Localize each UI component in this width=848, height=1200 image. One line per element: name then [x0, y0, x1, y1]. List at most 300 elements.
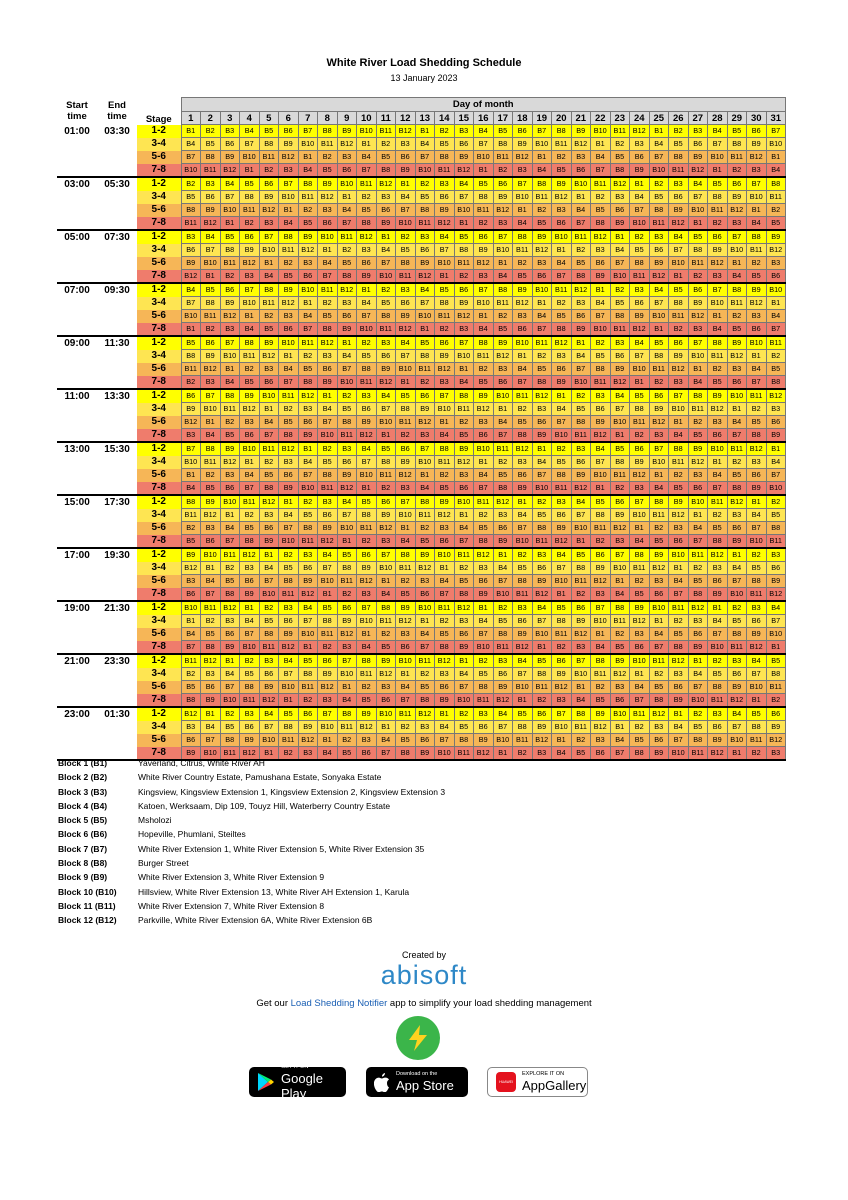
block-cell: B2: [220, 270, 240, 284]
block-cell: B3: [669, 668, 689, 681]
block-cell: B7: [610, 548, 630, 562]
legend-row: [58, 827, 445, 841]
block-cell: B12: [532, 389, 552, 403]
block-cell: B5: [727, 125, 747, 138]
block-cell: B6: [727, 177, 747, 191]
block-cell: B4: [435, 721, 455, 734]
block-cell: B2: [376, 138, 396, 151]
block-cell: B6: [688, 138, 708, 151]
block-cell: B11: [240, 350, 260, 363]
block-cell: B4: [571, 204, 591, 217]
block-cell: B5: [298, 363, 318, 376]
block-cell: B8: [630, 548, 650, 562]
stage-label: 3-4: [137, 191, 181, 204]
block-cell: B6: [435, 191, 455, 204]
block-cell: B8: [610, 456, 630, 469]
block-cell: B8: [630, 257, 650, 270]
block-cell: B6: [513, 615, 533, 628]
block-cell: B2: [493, 164, 513, 178]
block-cell: B1: [649, 469, 669, 482]
block-cell: B4: [552, 257, 572, 270]
block-cell: B1: [474, 456, 494, 469]
block-cell: B7: [376, 548, 396, 562]
block-cell: B5: [415, 191, 435, 204]
app-store-badge[interactable]: Download on the App Store: [366, 1067, 468, 1097]
block-cell: B3: [474, 416, 494, 429]
block-cell: B3: [493, 363, 513, 376]
block-cell: B11: [337, 721, 357, 734]
block-cell: B9: [181, 257, 201, 270]
block-cell: B11: [688, 257, 708, 270]
block-cell: B9: [532, 429, 552, 443]
block-cell: B12: [298, 389, 318, 403]
block-cell: B11: [493, 297, 513, 310]
block-cell: B11: [630, 562, 650, 575]
block-cell: B2: [493, 456, 513, 469]
block-cell: B7: [747, 177, 767, 191]
block-cell: B4: [298, 456, 318, 469]
block-cell: B1: [454, 654, 474, 668]
block-cell: B6: [240, 230, 260, 244]
stage-label: 5-6: [137, 257, 181, 270]
block-cell: B12: [591, 230, 611, 244]
block-cell: B8: [552, 323, 572, 337]
block-cell: B4: [688, 376, 708, 390]
block-cell: B3: [474, 707, 494, 721]
block-cell: B5: [708, 668, 728, 681]
block-cell: B10: [318, 575, 338, 588]
block-cell: B12: [591, 721, 611, 734]
block-cell: B12: [279, 297, 299, 310]
block-cell: B12: [454, 310, 474, 323]
block-cell: B8: [708, 535, 728, 549]
google-play-badge[interactable]: GET IT ON Google Play: [249, 1067, 346, 1097]
block-cell: B3: [279, 601, 299, 615]
block-cell: B12: [279, 442, 299, 456]
block-cell: B3: [376, 681, 396, 694]
block-cell: B8: [396, 403, 416, 416]
block-cell: B8: [474, 681, 494, 694]
block-cell: B2: [376, 482, 396, 496]
block-cell: B1: [181, 469, 201, 482]
block-cell: B7: [630, 204, 650, 217]
block-cell: B4: [630, 191, 650, 204]
block-cell: B1: [220, 654, 240, 668]
block-cell: B3: [298, 403, 318, 416]
block-cell: B1: [298, 297, 318, 310]
block-cell: B9: [493, 535, 513, 549]
block-cell: B5: [727, 615, 747, 628]
block-cell: B4: [454, 177, 474, 191]
block-cell: B9: [649, 403, 669, 416]
block-cell: B8: [318, 125, 338, 138]
block-cell: B1: [708, 310, 728, 323]
block-cell: B5: [298, 509, 318, 522]
block-cell: B5: [474, 177, 494, 191]
stage-label: 5-6: [137, 522, 181, 535]
stage-label: 5-6: [137, 681, 181, 694]
block-cell: B3: [493, 654, 513, 668]
block-cell: B12: [591, 429, 611, 443]
block-cell: B4: [630, 336, 650, 350]
block-cell: B6: [493, 177, 513, 191]
block-cell: B5: [240, 522, 260, 535]
block-cell: B2: [591, 191, 611, 204]
day-of-month-header: Day of month: [181, 98, 786, 112]
block-cell: B12: [513, 297, 533, 310]
block-cell: B11: [181, 654, 201, 668]
block-cell: B11: [669, 164, 689, 178]
block-cell: B2: [688, 270, 708, 284]
block-cell: B3: [727, 217, 747, 231]
block-cell: B7: [435, 389, 455, 403]
block-cell: B1: [337, 336, 357, 350]
block-cell: B7: [337, 363, 357, 376]
block-cell: B7: [766, 469, 786, 482]
block-cell: B12: [220, 310, 240, 323]
block-cell: B5: [396, 244, 416, 257]
block-cell: B8: [357, 654, 377, 668]
block-cell: B9: [708, 244, 728, 257]
block-cell: B11: [415, 363, 435, 376]
block-cell: B11: [181, 363, 201, 376]
block-cell: B10: [591, 125, 611, 138]
block-cell: B3: [279, 310, 299, 323]
block-cell: B7: [220, 336, 240, 350]
block-cell: B11: [337, 230, 357, 244]
block-cell: B12: [220, 456, 240, 469]
block-cell: B8: [688, 588, 708, 602]
block-cell: B3: [669, 522, 689, 535]
block-cell: B3: [766, 747, 786, 761]
block-cell: B4: [474, 615, 494, 628]
block-cell: B1: [454, 217, 474, 231]
block-cell: B4: [532, 164, 552, 178]
block-cell: B6: [279, 125, 299, 138]
apple-icon: [374, 1073, 390, 1092]
block-cell: B5: [181, 681, 201, 694]
block-cell: B9: [474, 389, 494, 403]
stage-label: 5-6: [137, 734, 181, 747]
block-cell: B7: [513, 668, 533, 681]
block-cell: B12: [337, 482, 357, 496]
block-cell: B7: [396, 694, 416, 708]
block-cell: B4: [708, 125, 728, 138]
block-cell: B6: [591, 257, 611, 270]
block-cell: B5: [610, 151, 630, 164]
block-cell: B7: [415, 151, 435, 164]
block-cell: B10: [298, 628, 318, 641]
schedule-row: [57, 548, 786, 562]
schedule-row: [57, 191, 786, 204]
block-cell: B8: [376, 601, 396, 615]
block-cell: B9: [532, 575, 552, 588]
block-cell: B7: [669, 734, 689, 747]
block-cell: B2: [727, 310, 747, 323]
legend-row: [58, 799, 445, 813]
block-cell: B12: [630, 125, 650, 138]
block-cell: B1: [279, 350, 299, 363]
block-cell: B8: [591, 654, 611, 668]
block-cell: B6: [649, 389, 669, 403]
block-cell: B6: [688, 628, 708, 641]
block-cell: B7: [181, 151, 201, 164]
block-cell: B6: [474, 230, 494, 244]
block-cell: B7: [454, 535, 474, 549]
block-cell: B5: [591, 694, 611, 708]
block-cell: B11: [181, 509, 201, 522]
block-cell: B4: [396, 535, 416, 549]
block-cell: B4: [610, 244, 630, 257]
block-cell: B10: [357, 615, 377, 628]
block-cell: B3: [669, 177, 689, 191]
block-cell: B4: [435, 429, 455, 443]
block-cell: B12: [610, 668, 630, 681]
block-cell: B4: [708, 469, 728, 482]
block-cell: B3: [396, 138, 416, 151]
block-cell: B2: [649, 177, 669, 191]
block-cell: B10: [454, 495, 474, 509]
block-cell: B6: [240, 575, 260, 588]
block-cell: B10: [454, 694, 474, 708]
block-cell: B5: [415, 681, 435, 694]
block-cell: B9: [220, 297, 240, 310]
block-cell: B11: [396, 562, 416, 575]
block-cell: B11: [649, 654, 669, 668]
day-header: 12: [396, 112, 416, 125]
schedule-row: [57, 681, 786, 694]
schedule-row: [57, 125, 786, 138]
block-cell: B3: [766, 403, 786, 416]
block-cell: B2: [318, 442, 338, 456]
block-cell: B4: [630, 681, 650, 694]
block-cell: B7: [708, 283, 728, 297]
day-header: 21: [571, 112, 591, 125]
block-cell: B9: [669, 204, 689, 217]
block-cell: B7: [240, 283, 260, 297]
block-cell: B6: [766, 270, 786, 284]
block-cell: B10: [376, 416, 396, 429]
block-cell: B12: [610, 522, 630, 535]
block-cell: B6: [357, 747, 377, 761]
block-cell: B6: [240, 429, 260, 443]
block-cell: B6: [259, 668, 279, 681]
block-cell: B4: [766, 310, 786, 323]
block-cell: B4: [532, 601, 552, 615]
block-cell: B12: [493, 350, 513, 363]
block-cell: B11: [591, 522, 611, 535]
block-cell: B12: [688, 456, 708, 469]
block-cell: B7: [454, 681, 474, 694]
block-cell: B9: [435, 694, 455, 708]
schedule-row: [57, 389, 786, 403]
block-cell: B10: [220, 495, 240, 509]
block-cell: B11: [766, 681, 786, 694]
block-cell: B4: [474, 323, 494, 337]
block-cell: B11: [376, 615, 396, 628]
block-cell: B6: [493, 522, 513, 535]
block-cell: B9: [415, 548, 435, 562]
block-cell: B12: [630, 615, 650, 628]
block-cell: B2: [240, 509, 260, 522]
block-cell: B7: [727, 575, 747, 588]
block-cell: B6: [610, 694, 630, 708]
block-cell: B2: [669, 323, 689, 337]
block-cell: B10: [376, 270, 396, 284]
block-cell: B11: [708, 204, 728, 217]
block-cell: B7: [357, 456, 377, 469]
block-cell: B6: [552, 654, 572, 668]
block-cell: B7: [279, 177, 299, 191]
schedule-row: [57, 535, 786, 549]
block-cell: B10: [240, 151, 260, 164]
block-cell: B6: [435, 336, 455, 350]
block-cell: B12: [727, 350, 747, 363]
block-cell: B5: [259, 615, 279, 628]
block-cell: B3: [396, 283, 416, 297]
block-cell: B10: [669, 257, 689, 270]
legend-block-id: Block 4 (B4): [58, 800, 108, 811]
block-cell: B1: [708, 601, 728, 615]
block-cell: B11: [669, 310, 689, 323]
block-cell: B10: [727, 244, 747, 257]
block-cell: B11: [396, 707, 416, 721]
block-cell: B1: [376, 230, 396, 244]
block-cell: B3: [552, 204, 572, 217]
block-cell: B2: [181, 668, 201, 681]
block-cell: B12: [337, 628, 357, 641]
stage-label: 1-2: [137, 601, 181, 615]
block-cell: B12: [415, 416, 435, 429]
block-cell: B4: [259, 707, 279, 721]
block-cell: B1: [318, 389, 338, 403]
block-cell: B11: [708, 495, 728, 509]
block-cell: B1: [279, 204, 299, 217]
block-cell: B8: [513, 721, 533, 734]
appgallery-badge[interactable]: HUAWEI EXPLORE IT ON AppGallery: [487, 1067, 588, 1097]
block-cell: B6: [337, 456, 357, 469]
block-cell: B9: [318, 522, 338, 535]
block-cell: B3: [220, 125, 240, 138]
block-cell: B7: [669, 244, 689, 257]
block-cell: B4: [493, 707, 513, 721]
block-cell: B3: [454, 125, 474, 138]
start-time: 01:00: [57, 125, 97, 178]
block-cell: B10: [376, 562, 396, 575]
block-cell: B10: [337, 177, 357, 191]
block-cell: B3: [708, 270, 728, 284]
block-cell: B1: [396, 177, 416, 191]
block-cell: B8: [337, 416, 357, 429]
block-cell: B8: [357, 363, 377, 376]
block-cell: B9: [220, 641, 240, 655]
block-cell: B1: [357, 138, 377, 151]
block-cell: B10: [415, 601, 435, 615]
block-cell: B1: [298, 151, 318, 164]
stage-label: 7-8: [137, 641, 181, 655]
block-cell: B9: [337, 615, 357, 628]
block-cell: B10: [415, 456, 435, 469]
block-cell: B9: [201, 495, 221, 509]
day-header: 6: [279, 112, 299, 125]
block-cell: B9: [708, 389, 728, 403]
block-cell: B8: [415, 495, 435, 509]
block-cell: B2: [337, 244, 357, 257]
block-cell: B4: [415, 138, 435, 151]
stage-label: 3-4: [137, 562, 181, 575]
block-cell: B11: [415, 509, 435, 522]
block-cell: B4: [513, 217, 533, 231]
block-cell: B10: [318, 230, 338, 244]
block-cell: B7: [532, 323, 552, 337]
block-cell: B4: [220, 668, 240, 681]
block-cell: B8: [571, 707, 591, 721]
block-cell: B9: [649, 548, 669, 562]
block-cell: B10: [181, 310, 201, 323]
block-cell: B2: [357, 681, 377, 694]
block-cell: B1: [435, 562, 455, 575]
block-cell: B11: [766, 191, 786, 204]
legend-areas: White River Extension 7, White River Extension 8: [138, 900, 325, 911]
block-cell: B8: [415, 204, 435, 217]
block-cell: B10: [396, 363, 416, 376]
block-cell: B5: [279, 562, 299, 575]
stage-label: 5-6: [137, 575, 181, 588]
block-cell: B9: [396, 601, 416, 615]
block-cell: B6: [591, 403, 611, 416]
block-cell: B1: [318, 244, 338, 257]
block-cell: B10: [552, 230, 572, 244]
load-shedding-notifier-link[interactable]: Load Shedding Notifier: [290, 998, 388, 1009]
block-cell: B2: [181, 376, 201, 390]
block-cell: B12: [279, 641, 299, 655]
block-cell: B7: [376, 747, 396, 761]
block-cell: B5: [376, 641, 396, 655]
block-cell: B5: [688, 429, 708, 443]
block-cell: B8: [571, 416, 591, 429]
block-cell: B10: [435, 403, 455, 416]
block-cell: B11: [552, 482, 572, 496]
block-cell: B8: [552, 615, 572, 628]
block-cell: B7: [727, 429, 747, 443]
block-cell: B8: [201, 442, 221, 456]
block-cell: B6: [240, 721, 260, 734]
block-cell: B7: [396, 204, 416, 217]
lightning-app-icon[interactable]: [396, 1016, 440, 1060]
block-cell: B1: [766, 151, 786, 164]
block-cell: B11: [259, 297, 279, 310]
block-cell: B6: [318, 217, 338, 231]
block-cell: B12: [688, 164, 708, 178]
block-cell: B10: [766, 628, 786, 641]
block-cell: B10: [649, 456, 669, 469]
block-cell: B11: [727, 442, 747, 456]
block-cell: B6: [357, 548, 377, 562]
block-cell: B1: [454, 363, 474, 376]
block-cell: B4: [493, 270, 513, 284]
block-cell: B2: [727, 164, 747, 178]
block-cell: B7: [630, 495, 650, 509]
block-cell: B11: [649, 217, 669, 231]
block-cell: B8: [552, 125, 572, 138]
block-cell: B8: [513, 575, 533, 588]
block-cell: B11: [610, 615, 630, 628]
block-cell: B5: [747, 416, 767, 429]
legend-areas: Burger Street: [138, 858, 189, 869]
day-header: 2: [201, 112, 221, 125]
block-cell: B11: [513, 588, 533, 602]
block-cell: B2: [318, 641, 338, 655]
